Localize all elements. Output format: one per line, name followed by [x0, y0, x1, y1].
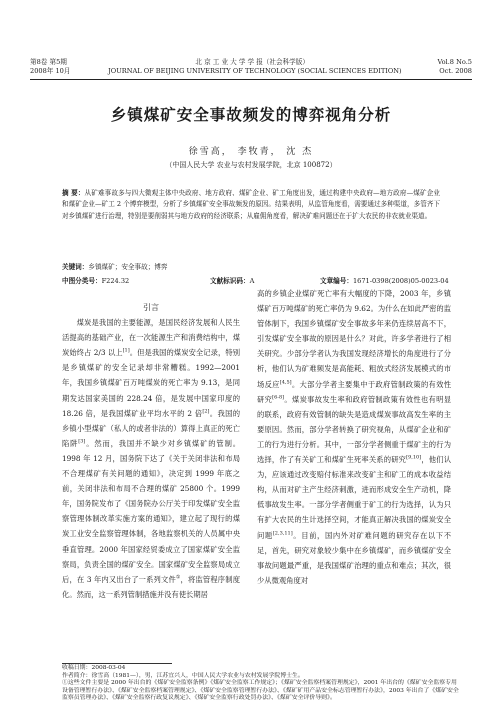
keywords-label: 关键词： [62, 263, 89, 271]
footnote-rule [62, 663, 172, 664]
article-number-label: 文章编号： [320, 277, 353, 285]
issue-cn: 第8卷 第5期 [30, 58, 67, 66]
right-paragraph: 高的乡镇企业煤矿死亡率有大幅度的下降，2003 年，乡镇煤矿百万吨煤矿的死亡率仍为 9.62。为什么在如此严密的监管体制下，我国乡镇煤矿安全事故多年来仍连续居高不下，引发煤矿安全事故的原因是什么？对此，许多学者进行了相关研究。少部分学者认为我国发现经济增长的角度进行了分析，他们认为矿难频发是高能耗、粗放式经济发展模式的市场反应[4,5]。大部分学者主要集中于政府管制政策的有效性研究[6-8]。煤炭事故发生率和政府管制政策有效性也有明显的联系，政府有效管制的缺失是造成煤炭事故高发生率的主要原因。然而，部分学者转换了研究视角，从煤矿企业和矿工的行为进行分析。其中，一部分学者侧重于煤矿主的行为选择，作了有关矿工和煤矿生死率关系的研究[9,10]，他们认为，应该通过改变赔付标准来改变矿主和矿工的成本收益结构，从而对矿主产生经济刺激，进而形成安全生产动机，降低事故发生率。一部分学者侧重于矿工的行为选择，认为只有扩大农民的生计选择空间，才能真正解决我国的煤炭安全问题[2,3,11]。目前，国内外对矿难问题的研究存在以下不足，首先，研究对象较少集中在乡镇煤矿，而乡镇煤矿安全事故问题最严重，是我国煤矿治理的重点和难点；其次，很少从微观角度对 [257, 289, 452, 585]
keywords-text: 乡镇煤矿；安全事故；博弈 [88, 263, 168, 271]
running-header [30, 58, 472, 76]
doc-code-label: 文献标识码： [210, 277, 250, 285]
keywords [62, 262, 440, 272]
footnote-1: ①这些文件主要是 2000 年出台的《煤矿安全监察条例》《煤矿安全监察工作规定》；《煤矿安全监察档案管理规定》，2001 年出台的《煤矿安全监察专用设备管理暂行办法》、《煤矿安全监察档案管理规定》、《煤矿安全监察管理暂行办法》、《煤矿矿用产品安全标志管理暂行办法》，2003 年出台了《煤矿安全监察员管理办法》、《煤矿安全监察行政复议规定》、《煤矿安全监察行政处罚办法》、《煤矿安全评价导则》。 [62, 680, 459, 702]
citation: [4,5] [279, 379, 292, 386]
abstract [62, 188, 440, 222]
right-column [257, 286, 451, 588]
journal-en: JOURNAL OF BEIJING UNIVERSITY OF TECHNOLOGY (SOCIAL SCIENCES EDITION) [108, 67, 402, 75]
date-en: Oct. 2008 [439, 67, 472, 75]
article-number: 1671-0398(2008)05-0023-04 [352, 277, 449, 285]
doc-code: A [249, 277, 255, 285]
journal-cn: 北 京 工 业 大 学 学 报（社会科学版） [195, 58, 309, 66]
clc-code: F224.32 [101, 277, 130, 285]
abstract-text: 从矿难事故多与四大微观主体中央政府、地方政府、煤矿企业、矿工角度出发，通过构建中央政府—地方政府—煤矿企业和煤矿企业—矿工 2 个博弈模型，分析了乡镇煤矿安全事故频发的原因。结果表明，从监管角度看，需要通过多种渠道，多管齐下对乡镇煤矿进行治理，特别是要削弱其与地方政府的经济联系；从雇佣角度看，解决矿难问题还在于扩大农民的非农就业渠道。 [62, 189, 441, 220]
volume-en: Vol.8 No.5 [437, 58, 472, 66]
classification-meta [62, 275, 462, 285]
citation: [3] [78, 438, 86, 445]
footnotes [62, 665, 462, 703]
left-column [62, 300, 240, 602]
citation: [1] [122, 347, 130, 354]
author-affiliation: （中国人民大学 农业与农村发展学院，北京 100872） [165, 161, 337, 169]
paper-authors: 徐雪高， 李牧青， 沈 杰 [188, 147, 314, 157]
received-date: 收稿日期：2008-03-04 [62, 665, 126, 671]
clc-label: 中图分类号： [62, 277, 102, 285]
paper-title: 乡镇煤矿安全事故频发的博弈视角分析 [110, 106, 392, 124]
citation: [9,10] [406, 454, 422, 461]
intro-heading: 引言 [143, 303, 159, 312]
citation: [2] [202, 408, 210, 415]
citation: [2,3,11] [272, 530, 293, 537]
date-cn: 2008年 10月 [30, 67, 71, 75]
left-paragraph: 煤炭是我国的主要能源，是国民经济发展和人民生活提高的基础产业，在一次能源生产和消费结构中，煤炭始终占 2/3 以上[1]。但是我国的煤炭安全记录，特别是乡镇煤矿的安全记录却非常糟糕。1992—2001 年，我国乡镇煤矿百万吨煤炭的死亡率为 9.13，是同期发达国家美国的 228.24 倍，是发展中国家印度的 18.26 倍，是我国煤矿业平均水平的 2 倍[2]。我国的乡镇小型煤矿（私人的或者非法的）算得上真正的死亡陷阱[3]。然而，我国并不缺少对乡镇煤矿的管制。1998 年 12 月，国务院下达了《关于关闭非法和布局不合理煤矿有关问题的通知》，决定到 1999 年底之前，关闭非法和布局不合理的煤矿 25800 个。1999 年，国务院发布了《国务院办公厅关于印发煤矿安全监察管理体制改革实施方案的通知》，建立起了现行的煤炭工业安全监察管理体制，各地监察机关的人员属中央垂直管理。2000 年国家经贸委成立了国家煤矿安全监察局，负责全国的煤矿安全。国家煤矿安全监察局成立后，在 3 年内又出台了一系列文件①，将监管程序制度化。然而，这一系列管制措施并没有使长期居 [62, 318, 241, 599]
footnote-mark: ① [175, 574, 181, 581]
header-rule [30, 79, 472, 80]
abstract-label: 摘 要： [62, 189, 85, 197]
citation: [6-8] [272, 394, 285, 401]
author-bio: 作者简介：徐雪高（1981—），男，江苏宜兴人，中国人民大学农业与农村发展学院博士生。 [62, 672, 304, 679]
